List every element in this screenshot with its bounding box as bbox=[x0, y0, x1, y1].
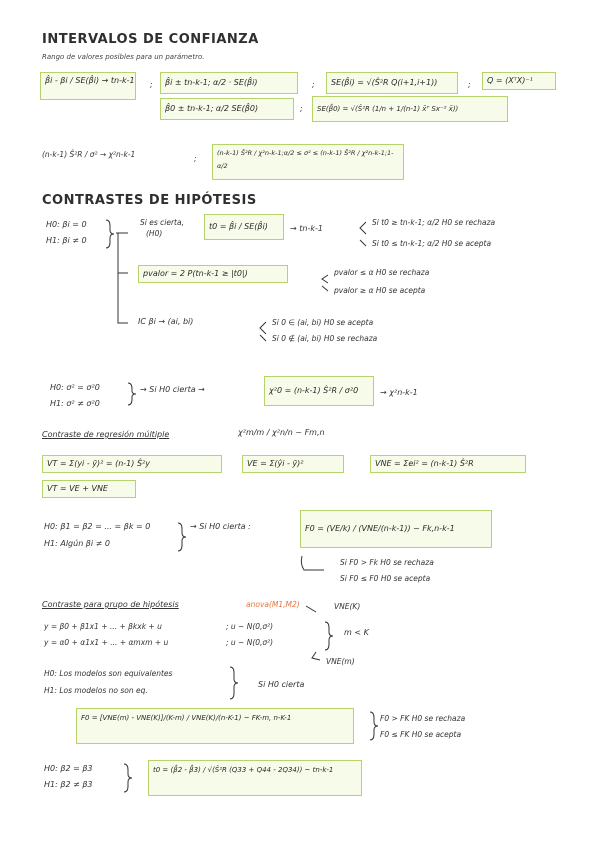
formula-ci-beta0: β̂0 ± tn-k-1; α/2 SE(β̂0) bbox=[160, 98, 294, 120]
formula-chi0: χ²0 = (n-k-1) Ŝ²R / σ²0 bbox=[264, 376, 374, 406]
f0-reject-rule: Si F0 > Fk H0 se rechaza bbox=[340, 558, 434, 567]
m-less-k: m < K bbox=[344, 628, 369, 637]
section-title-intervals: INTERVALOS DE CONFIANZA bbox=[42, 32, 259, 47]
formula-q: Q = (XᵀX)⁻¹ bbox=[482, 72, 556, 90]
variance-if-true: → Si H0 cierta → bbox=[140, 385, 205, 394]
t-accept-rule: Si t0 ≤ tn-k-1; α/2 H0 se acepta bbox=[372, 239, 492, 248]
formula-ci-variance: (n-k-1) Ŝ²R / χ²n-k-1;α/2 ≤ σ² ≤ (n-k-1) Ŝ²R / χ²n-k-1;1-α/2 bbox=[212, 144, 404, 180]
beta-h1: H1: β2 ≠ β3 bbox=[44, 780, 93, 789]
model-2: y = α0 + α1x1 + ... + αmxm + u bbox=[44, 638, 169, 647]
formula-se-beta0: SE(β̂0) = √(Ŝ²R (1/n + 1/(n-1) x̄ᵀ Sx⁻² x̄)) bbox=[312, 96, 508, 122]
vne-k-label: VNE(K) bbox=[334, 602, 361, 611]
formula-f0-group: F0 = [VNE(m) - VNE(K)]/(K-m) / VNE(K)/(n-K-1) ~ FK-m, n-K-1 bbox=[76, 708, 354, 744]
formula-ic: IC βi → (ai, bi) bbox=[138, 317, 194, 326]
formula-pvalue: pvalor = 2 P(tn-k-1 ≥ |t0|) bbox=[138, 265, 288, 283]
ic-accept-rule: Si 0 ∈ (ai, bi) H0 se acepta bbox=[272, 318, 374, 327]
formula-t0-beta: t0 = (β̂2 - β̂3) / √(Ŝ²R (Q33 + Q44 - 2Q34)) ~ tn-k-1 bbox=[148, 760, 362, 796]
variance-h0: H0: σ² = σ²0 bbox=[50, 383, 100, 392]
hypothesis-h1: H1: βi ≠ 0 bbox=[46, 236, 87, 245]
group-reject-rule: F0 > FK H0 se rechaza bbox=[380, 714, 466, 723]
model-1: y = β0 + β1x1 + ... + βkxk + u bbox=[44, 622, 162, 631]
t-reject-rule: Si t0 ≥ tn-k-1; α/2 H0 se rechaza bbox=[372, 218, 496, 227]
regression-h1: H1: Algún βi ≠ 0 bbox=[44, 539, 111, 548]
model-2-error: ; u ~ N(0,σ²) bbox=[226, 638, 274, 647]
group-accept-rule: F0 ≤ FK H0 se acepta bbox=[380, 730, 462, 739]
if-true-label: Si es cierta, bbox=[140, 218, 184, 227]
formula-f-distribution: χ²m/m / χ²n/n ~ Fm,n bbox=[238, 428, 325, 437]
formula-t0: t0 = β̂i / SE(β̂i) bbox=[204, 214, 284, 240]
formula-vt-sum: VT = VE + VNE bbox=[42, 480, 136, 498]
formula-chi-pivot: (n-k-1) Ŝ²R / σ² → χ²n-k-1 bbox=[42, 150, 136, 159]
separator: ; bbox=[150, 80, 153, 89]
chi-distribution: → χ²n-k-1 bbox=[380, 388, 418, 397]
f0-accept-rule: Si F0 ≤ F0 H0 se acepta bbox=[340, 574, 431, 583]
hypothesis-h0: H0: βi = 0 bbox=[46, 220, 87, 229]
group-h0: H0: Los modelos son equivalentes bbox=[44, 669, 173, 678]
anova-note: anova(M1,M2) bbox=[246, 600, 300, 609]
brace-h-contrast bbox=[106, 220, 114, 248]
vne-m-label: VNE(m) bbox=[326, 657, 355, 666]
separator: ; bbox=[300, 104, 303, 113]
formula-ci-beta: β̂i ± tn-k-1; α/2 · SE(β̂i) bbox=[160, 72, 298, 94]
formula-vne: VNE = Σei² = (n-k-1) Ŝ²R bbox=[370, 455, 526, 473]
ic-reject-rule: Si 0 ∉ (ai, bi) H0 se rechaza bbox=[272, 334, 378, 343]
pvalue-accept-rule: pvalor ≥ α H0 se acepta bbox=[334, 286, 426, 295]
pvalue-reject-rule: pvalor ≤ α H0 se rechaza bbox=[334, 268, 430, 277]
beta-h0: H0: β2 = β3 bbox=[44, 764, 93, 773]
title-regression: Contraste de regresión múltiple bbox=[42, 430, 170, 439]
formula-pivot: β̂i - βi / SE(β̂i) → tn-k-1 bbox=[40, 72, 136, 100]
group-if-true: Si H0 cierta bbox=[258, 680, 305, 689]
separator: ; bbox=[194, 154, 197, 163]
title-group-contrast: Contraste para grupo de hipótesis bbox=[42, 600, 179, 609]
formula-vt: VT = Σ(yi - ȳ)² = (n-1) Ŝ²y bbox=[42, 455, 222, 473]
formula-ve: VE = Σ(ŷi - ȳ)² bbox=[242, 455, 344, 473]
separator: ; bbox=[312, 80, 315, 89]
separator: ; bbox=[468, 80, 471, 89]
regression-if-true: → Si H0 cierta : bbox=[190, 522, 251, 531]
formula-se-beta: SE(β̂i) = √(Ŝ²R Q(i+1,i+1)) bbox=[326, 72, 458, 94]
variance-h1: H1: σ² ≠ σ²0 bbox=[50, 399, 100, 408]
h0-label: (H0) bbox=[146, 229, 163, 238]
intervals-subtitle: Rango de valores posibles para un parámetro. bbox=[42, 53, 205, 61]
formula-f0-regression: F0 = (VE/k) / (VNE/(n-k-1)) ~ Fk,n-k-1 bbox=[300, 510, 492, 548]
t-distribution: → tn-k-1 bbox=[290, 224, 323, 233]
regression-h0: H0: β1 = β2 = ... = βk = 0 bbox=[44, 522, 151, 531]
model-1-error: ; u ~ N(0,σ²) bbox=[226, 622, 274, 631]
section-title-contrasts: CONTRASTES DE HIPÓTESIS bbox=[42, 193, 257, 208]
group-h1: H1: Los modelos no son eq. bbox=[44, 686, 148, 695]
